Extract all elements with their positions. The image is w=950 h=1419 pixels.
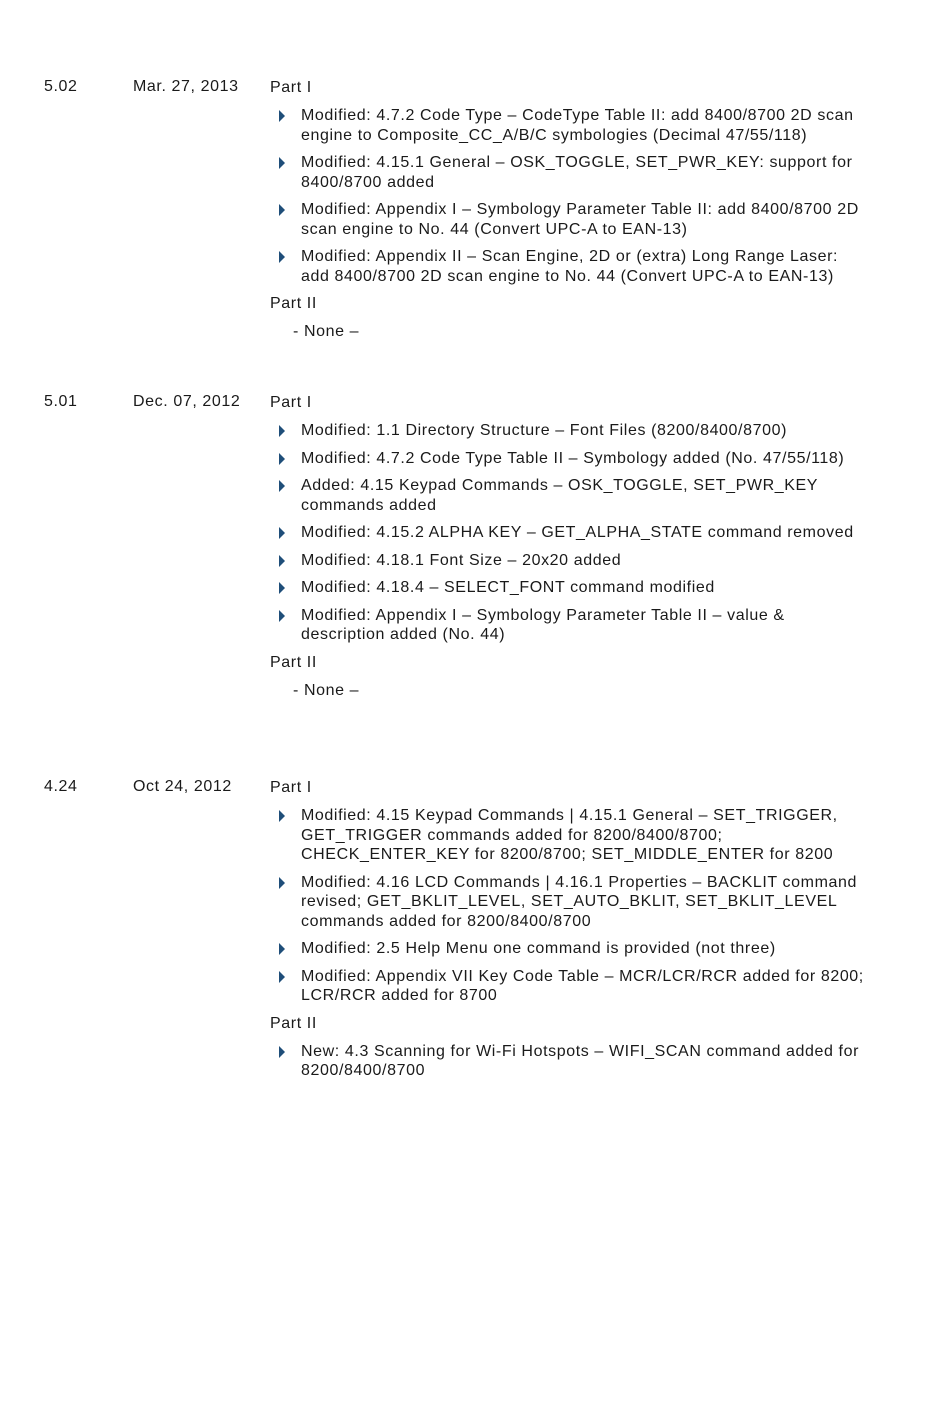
- version-number: 5.02: [44, 78, 78, 95]
- triangle-right-icon: [279, 480, 285, 492]
- change-list: [270, 806, 870, 1006]
- triangle-right-icon: [279, 425, 285, 437]
- triangle-right-icon: [279, 971, 285, 983]
- change-text: Modified: 4.15.1 General – OSK_TOGGLE, SET_PWR_KEY: support for 8400/8700 added: [301, 154, 853, 191]
- triangle-right-icon: [279, 110, 285, 122]
- revision-entry: [0, 393, 950, 709]
- change-item: [270, 200, 870, 239]
- part-title: Part I: [270, 394, 312, 411]
- change-text: Modified: Appendix II – Scan Engine, 2D or (extra) Long Range Laser: add 8400/8700 2D scan engine to No. 44 (Convert UPC-A to EAN-13): [301, 248, 839, 285]
- triangle-right-icon: [279, 810, 285, 822]
- triangle-right-icon: [279, 610, 285, 622]
- triangle-right-icon: [279, 877, 285, 889]
- change-list: [270, 421, 870, 645]
- change-item: [270, 523, 870, 543]
- version-number: 4.24: [44, 778, 78, 795]
- change-item: [270, 476, 870, 515]
- change-text: Modified: Appendix I – Symbology Parameter Table II – value & description added (No. 44): [301, 606, 785, 643]
- part-title: Part II: [270, 295, 317, 312]
- change-item: [270, 967, 870, 1006]
- change-text: Modified: 4.18.1 Font Size – 20x20 added: [301, 551, 622, 569]
- part-title: Part II: [270, 653, 317, 671]
- change-item: [270, 247, 870, 286]
- triangle-right-icon: [279, 453, 285, 465]
- triangle-right-icon: [279, 582, 285, 594]
- change-item: [270, 806, 870, 865]
- change-text: Modified: 4.16 LCD Commands | 4.16.1 Properties – BACKLIT command revised; GET_BKLIT_LEVEL, SET_AUTO_BKLIT, SET_BKLIT_LEVEL commands added for 8200/8400/8700: [301, 873, 857, 930]
- triangle-right-icon: [279, 204, 285, 216]
- none-text: - None –: [293, 681, 360, 699]
- change-item: [270, 939, 870, 959]
- change-item: [270, 106, 870, 145]
- change-text: Modified: Appendix I – Symbology Parameter Table II: add 8400/8700 2D scan engine to No. 44 (Convert UPC-A to EAN-13): [301, 201, 859, 238]
- change-item: [270, 606, 870, 645]
- revision-entry: [0, 778, 950, 1089]
- triangle-right-icon: [279, 943, 285, 955]
- revision-content: [270, 78, 870, 342]
- change-list: [270, 106, 870, 286]
- revision-date: Oct 24, 2012: [133, 778, 232, 795]
- triangle-right-icon: [279, 527, 285, 539]
- revision-content: [270, 778, 870, 1081]
- revision-date: Mar. 27, 2013: [133, 78, 239, 95]
- part-title: Part II: [270, 1014, 317, 1032]
- change-text: Modified: 1.1 Directory Structure – Font Files (8200/8400/8700): [301, 422, 788, 439]
- revision-entry: [0, 78, 950, 350]
- change-text: Modified: 4.15.2 ALPHA KEY – GET_ALPHA_STATE command removed: [301, 524, 854, 541]
- triangle-right-icon: [279, 251, 285, 263]
- triangle-right-icon: [279, 157, 285, 169]
- change-text: Modified: 2.5 Help Menu one command is provided (not three): [301, 940, 776, 957]
- change-item: [270, 421, 870, 441]
- change-text: New: 4.3 Scanning for Wi-Fi Hotspots – WIFI_SCAN command added for 8200/8400/8700: [301, 1042, 860, 1079]
- revision-content: [270, 393, 870, 701]
- triangle-right-icon: [279, 555, 285, 567]
- none-text: - None –: [293, 323, 360, 340]
- change-text: Modified: 4.15 Keypad Commands | 4.15.1 General – SET_TRIGGER, GET_TRIGGER commands added for 8200/8400/8700; CHECK_ENTER_KEY for 8200/8700; SET_MIDDLE_ENTER for 8200: [301, 807, 838, 863]
- part-title: Part I: [270, 79, 312, 96]
- change-item: [270, 153, 870, 192]
- change-text: Modified: 4.7.2 Code Type Table II – Symbology added (No. 47/55/118): [301, 449, 845, 467]
- change-item: [270, 578, 870, 598]
- change-list: [270, 1042, 870, 1081]
- revision-date: Dec. 07, 2012: [133, 393, 241, 410]
- change-item: [270, 1042, 870, 1081]
- change-text: Modified: 4.18.4 – SELECT_FONT command modified: [301, 579, 715, 596]
- version-number: 5.01: [44, 393, 78, 410]
- change-text: Modified: 4.7.2 Code Type – CodeType Table II: add 8400/8700 2D scan engine to Composite_CC_A/B/C symbologies (Decimal 47/55/118): [301, 107, 854, 144]
- change-item: [270, 449, 870, 469]
- change-item: [270, 551, 870, 571]
- triangle-right-icon: [279, 1046, 285, 1058]
- change-text: Added: 4.15 Keypad Commands – OSK_TOGGLE, SET_PWR_KEY commands added: [301, 477, 818, 514]
- change-item: [270, 873, 870, 932]
- change-text: Modified: Appendix VII Key Code Table – MCR/LCR/RCR added for 8200; LCR/RCR added for 8700: [301, 967, 864, 1004]
- part-title: Part I: [270, 779, 312, 796]
